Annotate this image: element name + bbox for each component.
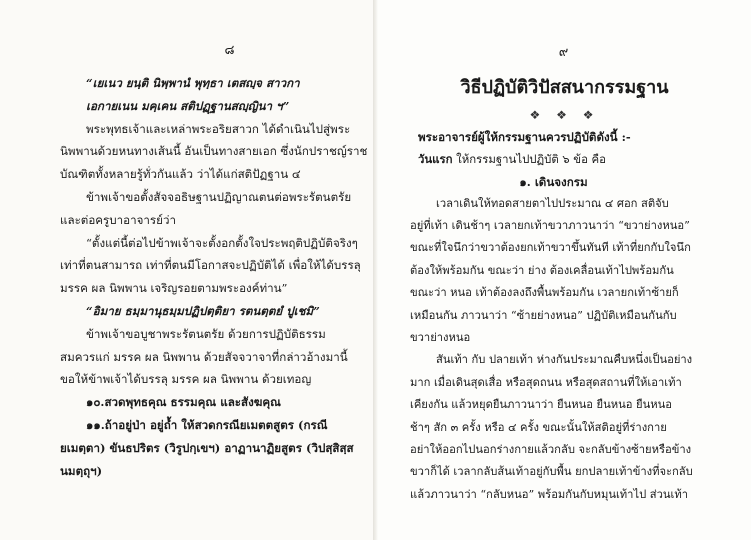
pali-verse-line: “เยเนว ยนฺติ นิพฺพานํ พุทฺธา เตสญฺจ สาวกา	[86, 76, 300, 90]
paragraph-line: บัณฑิตทั้งหลายรู้ทั่วกันแล้ว ว่าได้แก่สติปัฏฐาน ๔	[60, 167, 301, 182]
section-heading: ๑. เดินจงกรม	[519, 174, 588, 189]
paragraph-line: อยู่ที่เท้า เดินช้าๆ เวลายกเท้าขวาภาวนาว่า “ขวาย่างหนอ”	[410, 218, 690, 232]
paragraph-line: ขวาย่างหนอ	[410, 330, 471, 344]
paragraph-line: เวลาเดินให้ทอดสายตาไปประมาณ ๔ ศอก สติจับ	[436, 196, 669, 210]
page-number: ๙	[558, 45, 569, 60]
paragraph-line: “ตั้งแต่นี้ต่อไปข้าพเจ้าจะตั้งอกตั้งใจประพฤติปฏิบัติจริงๆ	[86, 235, 358, 250]
right-page	[378, 0, 751, 540]
paragraph-line: อย่าให้ออกไปนอกร่างกายแล้วกลับ จะกลับข้างซ้ายหรือข้าง	[410, 442, 692, 456]
paragraph-line: และต่อครูบาอาจารย์ว่า	[60, 212, 176, 227]
paragraph-line: ขวาก็ได้ เวลากลับส้นเท้าอยู่กับพื้น ยกปลายเท้าข้างที่จะกลับ	[410, 465, 693, 479]
paragraph-line: ขณะที่ใจนึกว่าขวาต้องยกเท้าขวาขึ้นทันที เท้าที่ยกกับใจนึก	[410, 241, 691, 255]
paragraph-line: สันเท้า กับ ปลายเท้า ห่างกันประมาณคืบหนึ่งเป็นอย่าง	[436, 353, 693, 367]
paragraph-line: แล้วภาวนาว่า “กลับหนอ” พร้อมกันกับหมุนเท้าไป ส่วนเท้า	[410, 487, 688, 501]
paragraph-line: เหมือนกัน ภาวนาว่า “ซ้ายย่างหนอ” ปฏิบัติเหมือนกันกับ	[410, 308, 677, 322]
right-page-body	[410, 193, 737, 507]
paragraph-line: ขณะว่า หนอ เท้าต้องลงถึงพื้นพร้อมกัน เวลายกเท้าซ้ายก็	[410, 286, 679, 300]
paragraph-line: เท่าที่ตนสามารถ เท่าที่ตนมีโอกาสจะปฏิบัติได้ เพื่อให้ได้บรรลุ	[60, 258, 361, 273]
paragraph-line: นิพพานด้วยหนทางเส้นนี้ อันเป็นทางสายเอก ซึ่งนักปราชญ์ราช	[60, 144, 368, 159]
ornament-divider: ❖ ❖ ❖	[529, 108, 600, 122]
numbered-item-11-line: นมตฺถุฯ)	[60, 463, 103, 478]
first-day-text: ให้กรรมฐานไปปฏิบัติ ๖ ข้อ คือ	[452, 152, 606, 166]
numbered-item-11-line: ยเมตฺตา) ขันธปริตร (วิรูปกฺเขฯ) อาฏานาฏิยสูตร (วิปสฺสิสฺส	[60, 440, 354, 455]
instructions-intro: พระอาจารย์ผู้ให้กรรมฐานควรปฏิบัติดังนี้ :-	[418, 130, 631, 144]
left-page	[0, 0, 373, 540]
paragraph-line: พระพุทธเจ้าและเหล่าพระอริยสาวก ได้ดำเนินไปสู่พระ	[86, 121, 351, 136]
paragraph-line: มาก เมื่อเดินสุดเสื่อ หรือสุดถนน หรือสุดสถานที่ให้เอาเท้า	[410, 375, 682, 389]
first-day-label: วันแรก	[418, 152, 453, 166]
chapter-title: วิธีปฏิบัติวิปัสสนากรรมฐาน	[460, 77, 669, 98]
paragraph-line: ข้าพเจ้าขอตั้งสัจจอธิษฐานปฏิญาณตนต่อพระรัตนตรัย	[86, 189, 352, 204]
numbered-item-10: ๑๐.สวดพุทธคุณ ธรรมคุณ และสังฆคุณ	[86, 395, 281, 410]
pali-verse-line: “อิมาย ธมฺมานุธมฺมปฏิปตฺติยา รตนตฺตยํ ปูเชมิ”	[86, 303, 320, 318]
paragraph-line: เคียงกัน แล้วหยุดยืนภาวนาว่า ยืนหนอ ยืนหนอ ยืนหนอ	[410, 398, 672, 412]
numbered-item-11: ๑๑.ถ้าอยู่ป่า อยู่ถ้ำ ให้สวดกรณียเมตตสูตร (กรณี	[86, 417, 328, 432]
left-page-body	[60, 72, 368, 482]
first-day-line	[410, 148, 737, 171]
pali-verse-line: เอกายเนน มคฺเคน สติปฏฺฐานสญฺญินา ฯ”	[86, 98, 290, 113]
paragraph-line: ต้องให้พร้อมกัน ขณะว่า ย่าง ต้องเคลื่อนเท้าไปพร้อมกัน	[410, 263, 674, 277]
paragraph-line: สมควรแก่ มรรค ผล นิพพาน ด้วยสัจจวาจาที่กล่าวอ้างมานี้	[60, 349, 348, 364]
paragraph-line: ข้าพเจ้าขอบูชาพระรัตนตรัย ด้วยการปฏิบัติธรรม	[86, 326, 326, 341]
paragraph-line: ช้าๆ สัก ๓ ครั้ง หรือ ๔ ครั้ง ขณะนั้นให้สติอยู่ที่ร่างกาย	[410, 420, 667, 434]
paragraph-line: มรรค ผล นิพพาน เจริญรอยตามพระองค์ท่าน”	[60, 281, 288, 296]
page-number: ๘	[224, 43, 235, 58]
paragraph-line: ขอให้ข้าพเจ้าได้บรรลุ มรรค ผล นิพพาน ด้วยเทอญ	[60, 372, 312, 387]
